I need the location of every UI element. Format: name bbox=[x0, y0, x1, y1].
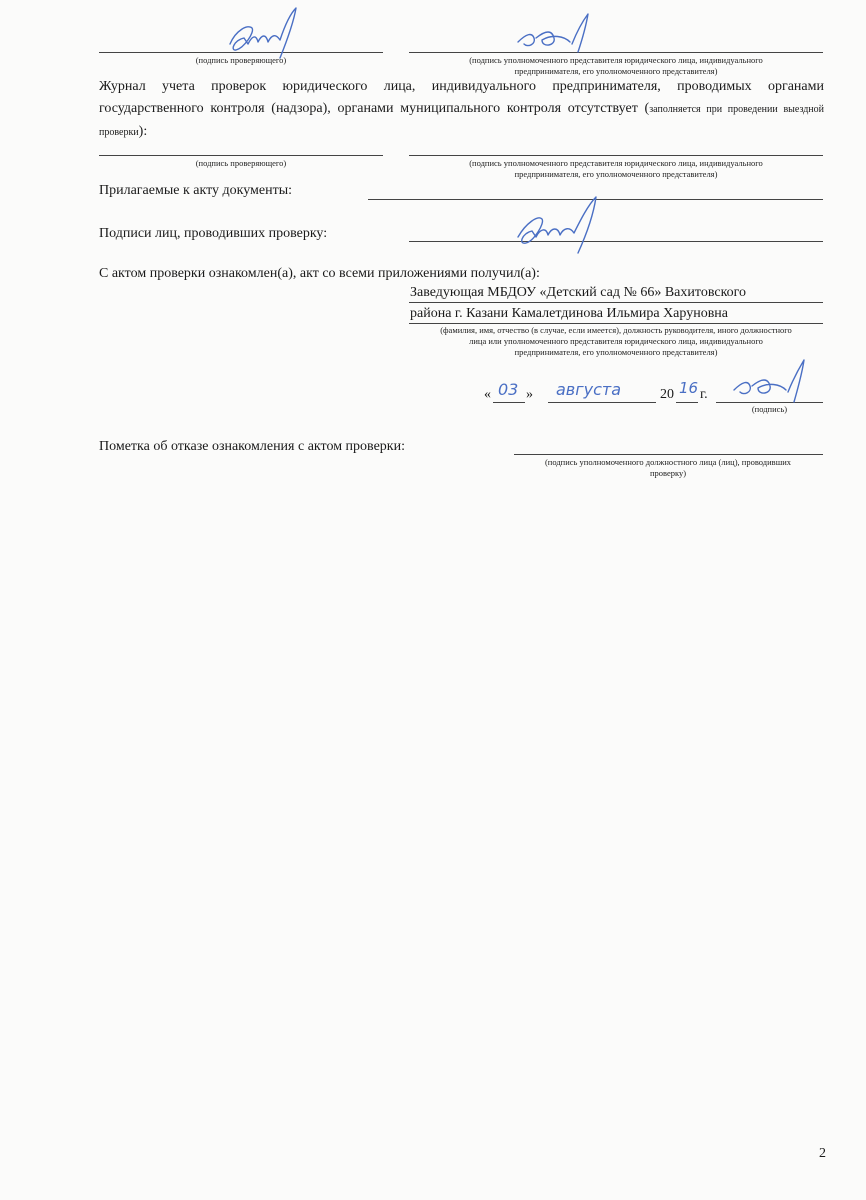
acquainted-name-line2: района г. Казани Камалетдинова Ильмира Харуновна bbox=[410, 306, 729, 321]
representative-signature-image bbox=[512, 8, 602, 58]
date-month-handwritten: августа bbox=[556, 380, 622, 399]
refusal-signature-line bbox=[514, 454, 823, 455]
date-month-underline bbox=[548, 402, 656, 403]
acquainted-name-underline1 bbox=[409, 302, 823, 303]
journal-closing: ): bbox=[138, 124, 148, 139]
date-day-underline bbox=[493, 402, 525, 403]
representative-signature-caption-2a: (подпись уполномоченного представителя юридического лица, индивидуального bbox=[469, 158, 763, 168]
date-year-handwritten: 16 bbox=[679, 379, 699, 397]
date-day-handwritten: 03 bbox=[498, 380, 519, 399]
inspectors-signature-image bbox=[508, 193, 618, 258]
acquainted-name-underline2 bbox=[409, 323, 823, 324]
refusal-label: Пометка об отказе ознакомления с актом проверки: bbox=[99, 439, 405, 454]
date-year-underline bbox=[676, 402, 698, 403]
representative-signature-line bbox=[409, 52, 823, 53]
acquainted-caption-3: предпринимателя, его уполномоченного представителя) bbox=[514, 347, 718, 357]
acquainted-name-line1: Заведующая МБДОУ «Детский сад № 66» Вахитовского bbox=[410, 285, 747, 300]
page-number: 2 bbox=[819, 1146, 826, 1161]
acquainted-caption-2: лица или уполномоченного представителя юридического лица, индивидуального bbox=[469, 336, 763, 346]
attached-docs-label: Прилагаемые к акту документы: bbox=[99, 183, 293, 198]
representative-signature-caption-1: (подпись уполномоченного представителя юридического лица, индивидуального bbox=[469, 55, 763, 65]
refusal-caption-2: проверку) bbox=[649, 468, 687, 478]
inspector-signature-line-2 bbox=[99, 155, 383, 156]
date-close-quote: » bbox=[526, 387, 533, 402]
date-year-unit: г. bbox=[700, 387, 708, 402]
inspectors-signatures-label: Подписи лиц, проводивших проверку: bbox=[99, 226, 328, 241]
representative-signature-caption-2b: предпринимателя, его уполномоченного представителя) bbox=[514, 169, 718, 179]
refusal-caption-1: (подпись уполномоченного должностного лица (лиц), проводивших bbox=[544, 457, 792, 467]
journal-main-text: Журнал учета проверок юридического лица, индивидуального предпринимателя, проводимых органами государственного контроля (надзора), органами муниципального контроля отсутствует ( bbox=[99, 79, 824, 116]
inspector-signature-caption-2: (подпись проверяющего) bbox=[195, 158, 287, 168]
date-open-quote: « bbox=[484, 387, 491, 402]
inspector-signature-caption: (подпись проверяющего) bbox=[195, 55, 287, 65]
date-signature-caption: (подпись) bbox=[751, 404, 788, 414]
journal-paragraph bbox=[99, 76, 824, 144]
date-year-prefix: 20 bbox=[660, 387, 674, 402]
inspector-signature-image bbox=[222, 4, 312, 64]
acquainted-caption-1: (фамилия, имя, отчество (в случае, если имеется), должность руководителя, иного должностного bbox=[440, 325, 792, 335]
representative-signature-line-2 bbox=[409, 155, 823, 156]
representative-signature-caption-2: предпринимателя, его уполномоченного представителя) bbox=[514, 66, 718, 76]
date-signature-image bbox=[728, 354, 818, 409]
acquainted-label: С актом проверки ознакомлен(а), акт со всеми приложениями получил(а): bbox=[99, 266, 540, 281]
journal-note-text: заполняется при проведении выездной проверки bbox=[99, 104, 824, 138]
